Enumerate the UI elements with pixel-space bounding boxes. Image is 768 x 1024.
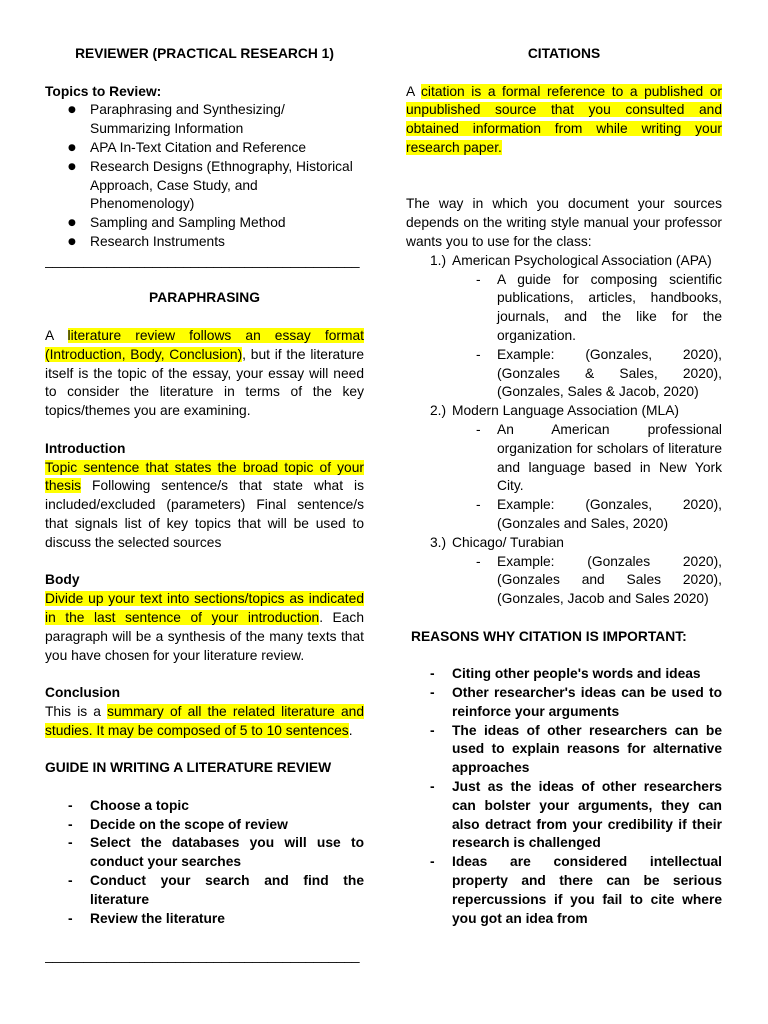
paragraph-text: A — [45, 327, 68, 343]
citations-heading: CITATIONS — [527, 46, 601, 61]
citation-style-intro: The way in which you document your sources depends on the writing style manual your professor wants you to use for the class: — [406, 196, 722, 249]
bullet-icon: ● — [68, 236, 76, 247]
bullet-icon: ● — [68, 161, 76, 172]
guide-item — [68, 797, 364, 816]
guide-item-text: Select the databases you will use to conduct your searches — [90, 835, 364, 870]
spacer — [45, 778, 364, 797]
dash-marker: - — [68, 835, 73, 851]
citation-style-name: American Psychological Association (APA) — [452, 252, 712, 268]
topic-text: APA In-Text Citation and Reference — [90, 139, 307, 155]
topic-text: Paraphrasing and Synthesizing/ Summarizing Information — [90, 102, 285, 137]
spacer — [406, 609, 722, 628]
document-title: REVIEWER (PRACTICAL RESEARCH 1) — [75, 46, 334, 61]
citation-style-name: Modern Language Association (MLA) — [452, 403, 680, 419]
spacer — [45, 271, 364, 290]
divider-line: _________________________________________ — [45, 252, 360, 268]
list-number: 2.) — [430, 403, 447, 419]
reason-text: The ideas of other researchers can be used to explain reasons for alternative approaches — [452, 722, 722, 776]
topic-item — [68, 139, 364, 158]
reason-item — [430, 853, 722, 928]
reason-text: Other researcher's ideas can be used to reinforce your arguments — [452, 685, 722, 719]
citation-style-item — [430, 534, 722, 553]
body-paragraph — [45, 590, 364, 665]
spacer — [406, 64, 722, 83]
dash-marker: - — [68, 873, 73, 889]
reasons-heading: REASONS WHY CITATION IS IMPORTANT: — [411, 628, 687, 644]
dash-marker: - — [430, 854, 435, 870]
conclusion-heading: Conclusion — [45, 685, 121, 701]
conclusion-paragraph — [45, 703, 364, 741]
spacer — [406, 647, 722, 666]
topic-text: Research Instruments — [90, 233, 225, 249]
guide-item-text: Review the literature — [90, 910, 225, 926]
guide-list — [45, 797, 364, 929]
highlighted-text: Divide up your text into sections/topics as indicated in the last sentence of your introduction — [45, 591, 364, 625]
reason-item — [430, 722, 722, 778]
introduction-paragraph — [45, 459, 364, 553]
body-heading: Body — [45, 572, 80, 588]
detail-text: Example: (Gonzales, 2020), (Gonzales & Sales, 2020), (Gonzales, Sales & Jacob, 2020) — [497, 346, 722, 400]
topic-item — [68, 233, 364, 252]
citation-style-item — [430, 402, 722, 421]
paraphrasing-heading: PARAPHRASING — [149, 290, 260, 306]
guide-heading: GUIDE IN WRITING A LITERATURE REVIEW — [45, 760, 332, 776]
topic-text: Research Designs (Ethnography, Historical Approach, Case Study, and Phenomenology) — [90, 158, 353, 212]
guide-item — [68, 872, 364, 910]
paragraph-text: . Each paragraph will be a synthesis of the many texts that you have chosen for your literature review. — [45, 609, 364, 663]
guide-item — [68, 910, 364, 929]
divider-line: _________________________________________ — [45, 948, 360, 964]
reason-text: Just as the ideas of other researchers can bolster your arguments, they can also detract from your credibility if their research is challenged — [452, 779, 722, 851]
citation-style-detail — [476, 421, 722, 496]
bullet-icon: ● — [68, 105, 76, 116]
guide-item-text: Choose a topic — [90, 797, 189, 813]
paragraph-text: This is a — [45, 703, 108, 719]
list-number: 1.) — [430, 252, 447, 268]
dash-marker: - — [476, 271, 481, 287]
dash-marker: - — [68, 910, 73, 926]
guide-item-text: Decide on the scope of review — [90, 816, 288, 832]
dash-marker: - — [476, 421, 481, 437]
reason-text: Citing other people's words and ideas — [452, 666, 701, 682]
paragraph-text: . — [348, 722, 353, 738]
spacer — [45, 665, 364, 684]
dash-marker: - — [476, 553, 481, 569]
bullet-icon: ● — [68, 218, 76, 229]
highlighted-text: Topic sentence that states the broad topic of your thesis — [45, 459, 364, 494]
guide-item-text: Conduct your search and find the literature — [90, 873, 364, 907]
spacer — [406, 177, 722, 196]
reason-item — [430, 684, 722, 722]
spacer — [45, 421, 364, 440]
topic-text: Sampling and Sampling Method — [90, 215, 286, 231]
dash-marker: - — [68, 816, 73, 832]
highlighted-text: citation is a formal reference to a published or unpublished source that you consulted and obtained information from while writing your research paper. — [406, 83, 723, 155]
guide-item — [68, 834, 364, 872]
detail-text: Example: (Gonzales 2020), (Gonzales and Sales 2020), (Gonzales, Jacob and Sales 2020) — [497, 553, 722, 607]
highlighted-text: literature review follows an essay format (Introduction, Body, Conclusion) — [45, 327, 364, 362]
guide-item — [68, 816, 364, 835]
dash-marker: - — [476, 346, 481, 362]
detail-text: An American professional organization for scholars of literature and language based in New York City. — [497, 421, 722, 494]
topic-item — [68, 101, 364, 139]
introduction-heading: Introduction — [45, 440, 126, 456]
citation-style-detail — [476, 346, 722, 402]
list-number: 3.) — [430, 534, 447, 550]
detail-text: Example: (Gonzales, 2020), (Gonzales and Sales, 2020) — [497, 497, 722, 531]
citation-style-name: Chicago/ Turabian — [452, 534, 564, 550]
reasons-list — [406, 665, 722, 928]
highlighted-text: summary of all the related literature and studies. It may be composed of 5 to 10 sentences — [45, 703, 364, 738]
dash-marker: - — [430, 779, 435, 795]
paragraph-text: , but if the literature itself is the topic of the essay, your essay will need to consider the literature in terms of the key topics/themes you are examining. — [45, 346, 364, 419]
right-column — [406, 45, 722, 928]
citation-style-detail — [476, 553, 722, 609]
left-column — [45, 45, 364, 966]
reason-item — [430, 665, 722, 684]
citation-style-item — [430, 252, 722, 271]
paraphrasing-paragraph — [45, 327, 364, 421]
dash-marker: - — [430, 722, 435, 738]
topics-list — [45, 101, 364, 251]
citation-style-detail — [476, 496, 722, 534]
bullet-icon: ● — [68, 142, 76, 153]
topic-item — [68, 158, 364, 214]
spacer — [45, 553, 364, 572]
dash-marker: - — [430, 685, 435, 701]
reason-item — [430, 778, 722, 853]
spacer — [406, 158, 722, 177]
spacer — [45, 64, 364, 83]
dash-marker: - — [476, 497, 481, 513]
spacer — [45, 928, 364, 947]
paragraph-text: A — [406, 83, 422, 99]
detail-text: A guide for composing scientific publications, articles, handbooks, journals, and the like for the organization. — [497, 271, 722, 343]
dash-marker: - — [68, 797, 73, 813]
spacer — [45, 308, 364, 327]
reason-text: Ideas are considered intellectual property and there can be serious repercussions if you fail to cite where you got an idea from — [452, 854, 722, 926]
spacer — [45, 740, 364, 759]
dash-marker: - — [430, 666, 435, 682]
citation-style-detail — [476, 271, 722, 346]
topics-heading: Topics to Review: — [45, 83, 162, 99]
citation-definition — [406, 83, 722, 158]
topic-item — [68, 214, 364, 233]
paragraph-text: Following sentence/s that state what is included/excluded (parameters) Final sentence/s that signals list of key topics that will be used to discuss the selected sources — [45, 478, 364, 550]
